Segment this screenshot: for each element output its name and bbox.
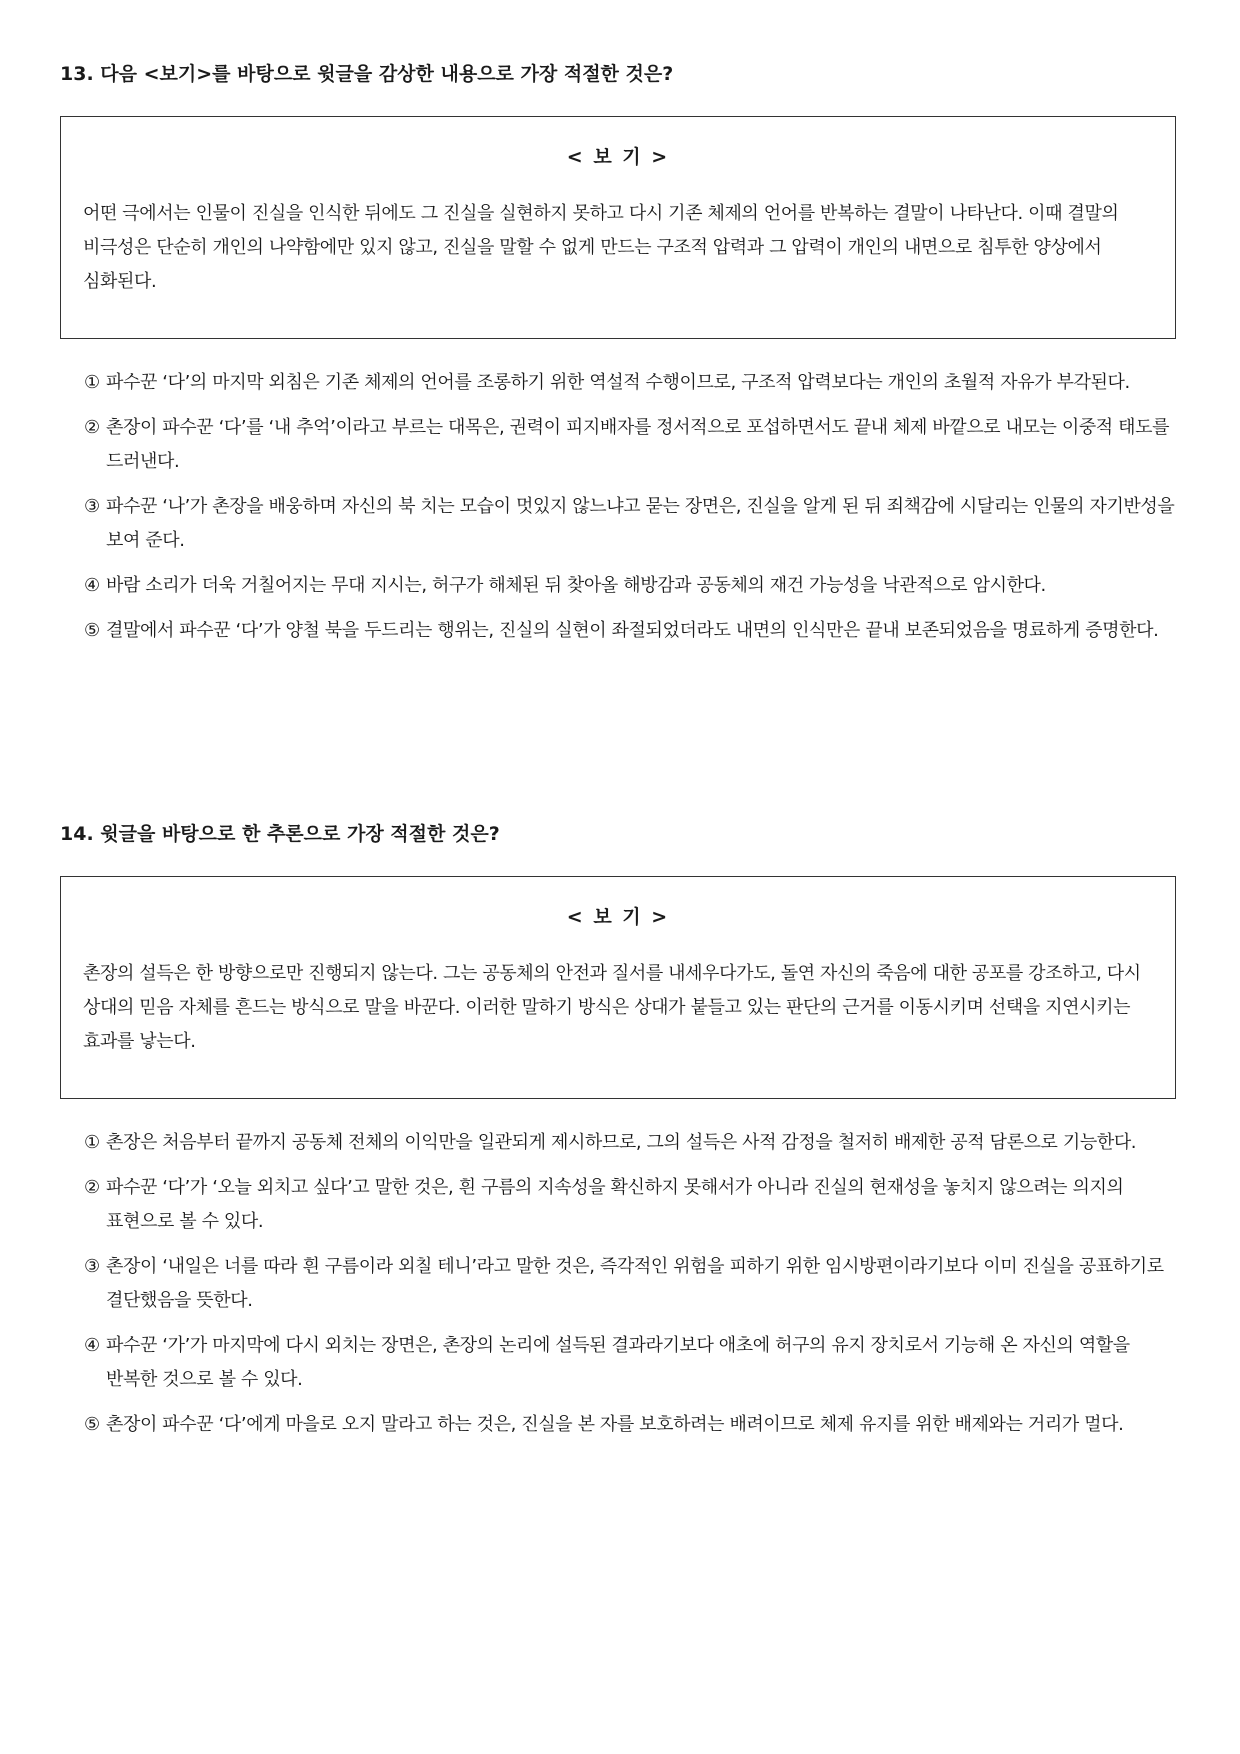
choice-5[interactable] [84, 614, 1184, 648]
choice-number: ④ [84, 575, 100, 596]
choice-text: 파수꾼 ‘다’가 ‘오늘 외치고 싶다’고 말한 것은, 흰 구름의 지속성을 확신하지 못해서가 아니라 진실의 현재성을 놓치지 않으려는 의지의 표현으로 볼 수 있다. [106, 1177, 1124, 1232]
choice-text: 파수꾼 ‘가’가 마지막에 다시 외치는 장면은, 촌장의 논리에 설득된 결과라기보다 애초에 허구의 유지 장치로서 기능해 온 자신의 역할을 반복한 것으로 볼 수 있다. [106, 1335, 1130, 1390]
question-13-bogi-box [60, 116, 1176, 339]
choice-3[interactable] [84, 1250, 1184, 1318]
choice-5[interactable] [84, 1408, 1184, 1442]
choice-1[interactable] [84, 366, 1184, 400]
choice-text: 결말에서 파수꾼 ‘다’가 양철 북을 두드리는 행위는, 진실의 실현이 좌절되었더라도 내면의 인식만은 끝내 보존되었음을 명료하게 증명한다. [106, 620, 1159, 641]
bogi-text: 어떤 극에서는 인물이 진실을 인식한 뒤에도 그 진실을 실현하지 못하고 다시 기존 체제의 언어를 반복하는 결말이 나타난다. 이때 결말의 비극성은 단순히 개인의 나약함에만 있지 않고, 진실을 말할 수 없게 만드는 구조적 압력과 그 압력이 개인의 내면으로 침투한 양상에서 심화된다. [83, 203, 1119, 292]
choice-text: 촌장이 파수꾼 ‘다’를 ‘내 추억’이라고 부르는 대목은, 권력이 피지배자를 정서적으로 포섭하면서도 끝내 체제 바깥으로 내모는 이중적 태도를 드러낸다. [106, 417, 1170, 472]
choice-text: 촌장이 ‘내일은 너를 따라 흰 구름이라 외칠 테니’라고 말한 것은, 즉각적인 위험을 피하기 위한 임시방편이라기보다 이미 진실을 공표하기로 결단했음을 뜻한다. [106, 1256, 1164, 1311]
choice-4[interactable] [84, 1329, 1184, 1397]
question-13-choices [84, 366, 1184, 659]
choice-4[interactable] [84, 569, 1184, 603]
choice-number: ① [84, 1132, 100, 1153]
choice-1[interactable] [84, 1126, 1184, 1160]
bogi-heading: < 보 기 > [566, 906, 670, 928]
question-14-bogi-box [60, 876, 1176, 1099]
choice-number: ⑤ [84, 620, 100, 641]
choice-text: 파수꾼 ‘나’가 촌장을 배웅하며 자신의 북 치는 모습이 멋있지 않느냐고 묻는 장면은, 진실을 알게 된 뒤 죄책감에 시달리는 인물의 자기반성을 보여 준다. [106, 496, 1175, 551]
choice-text: 촌장은 처음부터 끝까지 공동체 전체의 이익만을 일관되게 제시하므로, 그의 설득은 사적 감정을 철저히 배제한 공적 담론으로 기능한다. [106, 1132, 1137, 1153]
choice-number: ② [84, 417, 100, 438]
choice-text: 촌장이 파수꾼 ‘다’에게 마을로 오지 말라고 하는 것은, 진실을 본 자를 보호하려는 배려이므로 체제 유지를 위한 배제와는 거리가 멀다. [106, 1414, 1124, 1435]
choice-number: ③ [84, 1256, 100, 1277]
question-13-title: 13. 다음 <보기>를 바탕으로 윗글을 감상한 내용으로 가장 적절한 것은? [60, 63, 674, 85]
choice-number: ④ [84, 1335, 100, 1356]
choice-text: 바람 소리가 더욱 거칠어지는 무대 지시는, 허구가 해체된 뒤 찾아올 해방감과 공동체의 재건 가능성을 낙관적으로 암시한다. [106, 575, 1046, 596]
question-14-title: 14. 윗글을 바탕으로 한 추론으로 가장 적절한 것은? [60, 823, 500, 845]
question-13 [60, 60, 1180, 760]
question-14-choices [84, 1126, 1184, 1453]
choice-2[interactable] [84, 411, 1184, 479]
choice-number: ③ [84, 496, 100, 517]
choice-number: ⑤ [84, 1414, 100, 1435]
choice-3[interactable] [84, 490, 1184, 558]
choice-2[interactable] [84, 1171, 1184, 1239]
question-14 [60, 820, 1180, 1540]
choice-number: ② [84, 1177, 100, 1198]
bogi-heading: < 보 기 > [566, 146, 670, 168]
choice-number: ① [84, 372, 100, 393]
choice-text: 파수꾼 ‘다’의 마지막 외침은 기존 체제의 언어를 조롱하기 위한 역설적 수행이므로, 구조적 압력보다는 개인의 초월적 자유가 부각된다. [106, 372, 1130, 393]
bogi-text: 촌장의 설득은 한 방향으로만 진행되지 않는다. 그는 공동체의 안전과 질서를 내세우다가도, 돌연 자신의 죽음에 대한 공포를 강조하고, 다시 상대의 믿음 자체를 흔드는 방식으로 말을 바꾼다. 이러한 말하기 방식은 상대가 붙들고 있는 판단의 근거를 이동시키며 선택을 지연시키는 효과를 낳는다. [83, 963, 1141, 1052]
